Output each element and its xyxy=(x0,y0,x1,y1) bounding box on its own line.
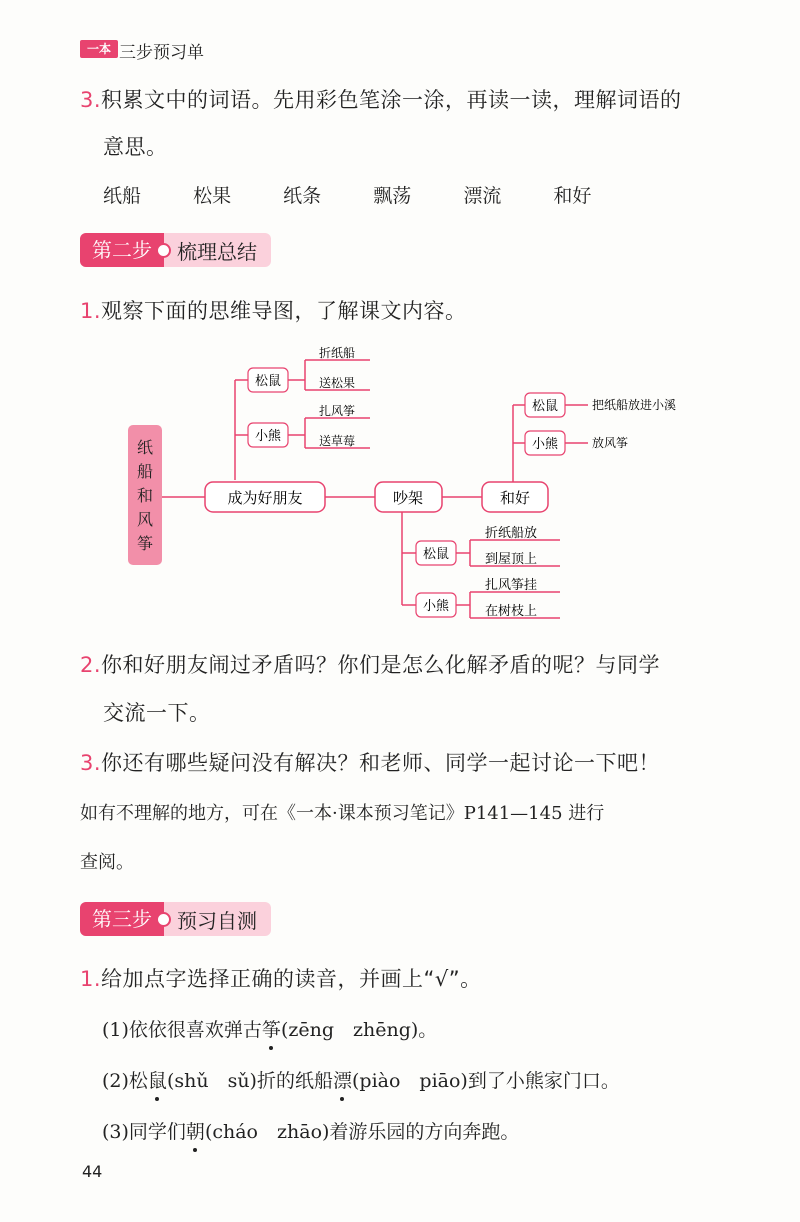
option-item-3: (3)同学们朝(cháo zhāo)着游乐园的方向奔跑。 xyxy=(102,1117,519,1144)
root-char-2: 船 xyxy=(136,462,154,481)
bottom-squirrel-action-2: 到屋顶上 xyxy=(485,552,538,567)
step2-label: 第二步 xyxy=(80,233,164,267)
root-char-4: 风 xyxy=(136,510,154,529)
question-3-line2: 意思。 xyxy=(103,135,168,159)
step3-title: 预习自测 xyxy=(177,908,257,933)
bottom-bear-action-2: 在树枝上 xyxy=(485,604,538,619)
step2-question-2: 2.你和好朋友闹过矛盾吗？你们是怎么化解矛盾的呢？与同学 xyxy=(80,653,661,677)
bottom-squirrel-action-1: 折纸船放 xyxy=(485,526,538,541)
root-char-1: 纸 xyxy=(136,438,154,457)
right-squirrel-action: 把纸船放进小溪 xyxy=(592,398,677,412)
step2-question-2-line2: 交流一下。 xyxy=(103,701,211,725)
option-item-1: (1)依依很喜欢弹古筝(zēng zhēng)。 xyxy=(102,1015,437,1042)
step3-banner xyxy=(80,902,271,936)
right-squirrel: 松鼠 xyxy=(531,399,559,414)
top-bear-action-2: 送草莓 xyxy=(318,434,356,448)
step2-question-3: 3.你还有哪些疑问没有解决？和老师、同学一起讨论一下吧！ xyxy=(80,751,661,775)
middle-hub: 吵架 xyxy=(392,489,424,507)
vocab-words: 纸船 松果 纸条 飘荡 漂流 和好 xyxy=(103,185,592,207)
left-hub: 成为好朋友 xyxy=(227,489,303,507)
step2-title: 梳理总结 xyxy=(177,239,257,264)
right-bear-action: 放风筝 xyxy=(592,436,629,450)
mind-map xyxy=(120,340,720,630)
bottom-bear: 小熊 xyxy=(422,599,450,614)
bottom-squirrel: 松鼠 xyxy=(422,547,450,562)
top-squirrel: 松鼠 xyxy=(254,374,282,389)
reference-note: 如有不理解的地方，可在《一本·课本预习笔记》P141—145 进行 xyxy=(80,803,605,824)
right-hub: 和好 xyxy=(499,489,531,507)
page-number: 44 xyxy=(82,1162,103,1181)
top-bear-action-1: 扎风筝 xyxy=(318,404,356,418)
option-item-2: (2)松鼠(shǔ sǔ)折的纸船漂(piào piāo)到了小熊家门口。 xyxy=(102,1066,620,1093)
bullet-dot-icon xyxy=(156,912,171,927)
step2-banner xyxy=(80,233,271,267)
bottom-bear-action-1: 扎风筝挂 xyxy=(485,578,538,593)
step2-question-1: 1.观察下面的思维导图，了解课文内容。 xyxy=(80,299,467,323)
top-bear: 小熊 xyxy=(254,429,282,444)
root-char-3: 和 xyxy=(136,486,154,505)
step3-question-1: 1.给加点字选择正确的读音，并画上“√”。 xyxy=(80,967,482,991)
top-squirrel-action-2: 送松果 xyxy=(318,376,356,390)
root-char-5: 筝 xyxy=(136,534,154,553)
header-title: 三步预习单 xyxy=(119,43,204,63)
reference-note-line2: 查阅。 xyxy=(80,852,134,873)
right-bear: 小熊 xyxy=(531,437,559,452)
bullet-dot-icon xyxy=(156,243,171,258)
question-3-vocab: 3.积累文中的词语。先用彩色笔涂一涂，再读一读，理解词语的 xyxy=(80,88,682,112)
step3-label: 第三步 xyxy=(80,902,164,936)
brand-badge: 一本 xyxy=(80,40,118,58)
top-squirrel-action-1: 折纸船 xyxy=(318,346,356,360)
